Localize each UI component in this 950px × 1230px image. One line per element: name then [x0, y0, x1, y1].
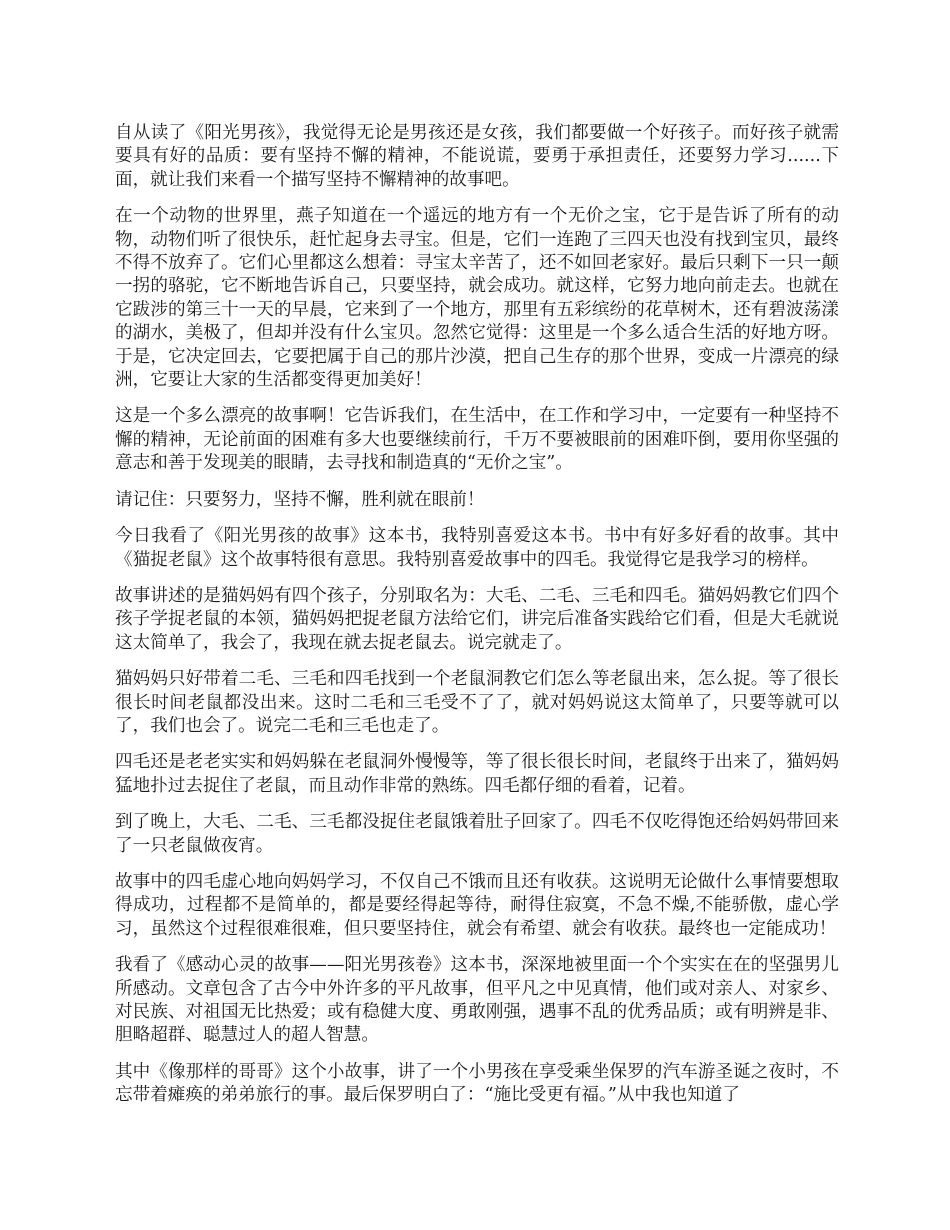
- document-body: [115, 122, 839, 1121]
- paragraph: 到了晚上，大毛、二毛、三毛都没捉住老鼠饿着肚子回家了。四毛不仅吃得饱还给妈妈带回来了一只老鼠做夜宵。: [115, 812, 839, 856]
- paragraph: 我看了《感动心灵的故事——阳光男孩卷》这本书，深深地被里面一个个实实在在的坚强男儿所感动。文章包含了古今中外许多的平凡故事，但平凡之中见真情，他们或对亲人、对家乡、对民族、对祖国无比热爱；或有稳健大度、勇敢刚强，遇事不乱的优秀品质；或有明辨是非、胆略超群、聪慧过人的超人智慧。: [115, 955, 839, 1046]
- paragraph: 猫妈妈只好带着二毛、三毛和四毛找到一个老鼠洞教它们怎么等老鼠出来，怎么捉。等了很长很长时间老鼠都没出来。这时二毛和三毛受不了了，就对妈妈说这太简单了，只要等就可以了，我们也会了。说完二毛和三毛也走了。: [115, 669, 839, 736]
- paragraph: 自从读了《阳光男孩》，我觉得无论是男孩还是女孩，我们都要做一个好孩子。而好孩子就需要具有好的品质：要有坚持不懈的精神，不能说谎，要勇于承担责任，还要努力学习......下面，就让我们来看一个描写坚持不懈精神的故事吧。: [115, 123, 839, 190]
- paragraph: 其中《像那样的哥哥》这个小故事，讲了一个小男孩在享受乘坐保罗的汽车游圣诞之夜时，不忘带着瘫痪的弟弟旅行的事。最后保罗明白了：“施比受更有福。”从中我也知道了: [115, 1061, 839, 1106]
- paragraph: 这是一个多么漂亮的故事啊！它告诉我们，在生活中，在工作和学习中，一定要有一种坚持不懈的精神，无论前面的困难有多大也要继续前行，千万不要被眼前的困难吓倒，要用你坚强的意志和善于发现美的眼睛，去寻找和制造真的“无价之宝”。: [115, 406, 839, 474]
- paragraph: 请记住：只要努力，坚持不懈，胜利就在眼前！: [115, 489, 485, 510]
- paragraph: 故事讲述的是猫妈妈有四个孩子，分别取名为：大毛、二毛、三毛和四毛。猫妈妈教它们四个孩子学捉老鼠的本领，猫妈妈把捉老鼠方法给它们，讲完后准备实践给它们看，但是大毛就说这太简单了，我会了，我现在就去捉老鼠去。说完就走了。: [115, 585, 839, 653]
- paragraph: 今日我看了《阳光男孩的故事》这本书，我特别喜爱这本书。书中有好多好看的故事。其中《猫捉老鼠》这个故事特很有意思。我特别喜爱故事中的四毛。我觉得它是我学习的榜样。: [115, 526, 839, 570]
- paragraph: 四毛还是老老实实和妈妈躲在老鼠洞外慢慢等，等了很长很长时间，老鼠终于出来了，猫妈妈猛地扑过去捉住了老鼠，而且动作非常的熟练。四毛都仔细的看着，记着。: [115, 752, 839, 796]
- paragraph: 故事中的四毛虚心地向妈妈学习，不仅自己不饿而且还有收获。这说明无论做什么事情要想取得成功，过程都不是简单的，都是要经得起等待，耐得住寂寞，不急不燥,不能骄傲，虚心学习，虽然这个过程很难很难，但只要坚持住，就会有希望、就会有收获。最终也一定能成功！: [115, 871, 839, 939]
- paragraph: 在一个动物的世界里，燕子知道在一个遥远的地方有一个无价之宝，它于是告诉了所有的动物，动物们听了很快乐，赶忙起身去寻宝。但是，它们一连跑了三四天也没有找到宝贝，最终不得不放弃了。它们心里都这么想着：寻宝太辛苦了，还不如回老家好。最后只剩下一只一颠一拐的骆驼，它不断地告诉自己，只要坚持，就会成功。就这样，它努力地向前走去。也就在它跋涉的第三十一天的早晨，它来到了一个地方，那里有五彩缤纷的花草树木，还有碧波荡漾的湖水，美极了，但却并没有什么宝贝。忽然它觉得：这里是一个多么适合生活的好地方呀。于是，它决定回去，它要把属于自己的那片沙漠，把自己生存的那个世界，变成一片漂亮的绿洲，它要让大家的生活都变得更加美好！: [115, 206, 839, 391]
